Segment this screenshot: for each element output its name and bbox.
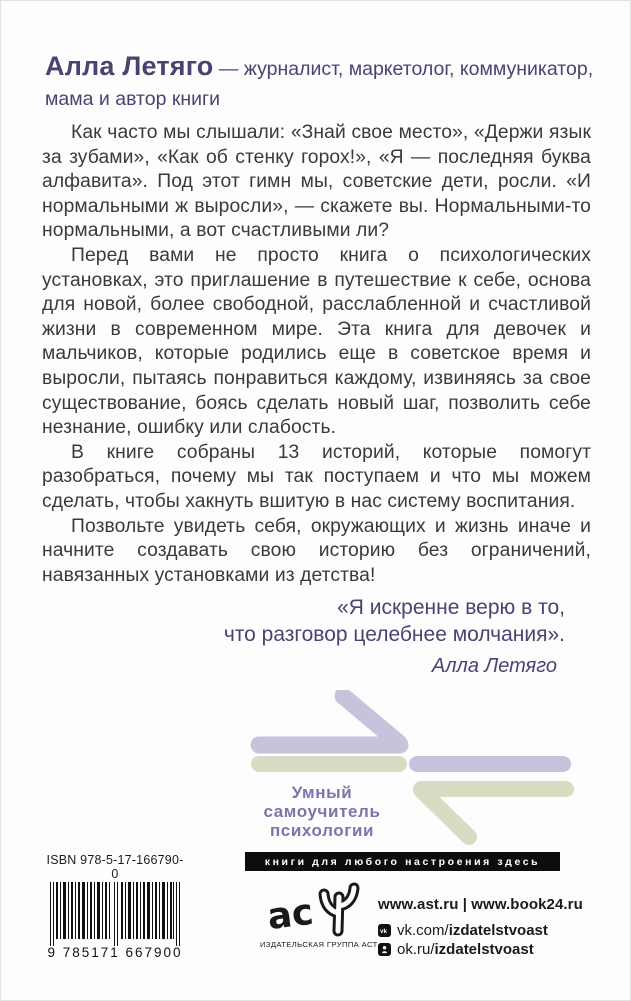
ok-link-handle: izdatelstvoast (434, 941, 534, 958)
ok-link-prefix: ok.ru/ (397, 941, 435, 958)
quote-line: что разговор целебнее молчания». (223, 623, 565, 646)
ok-link-line (378, 941, 583, 958)
barcode-digits: 9 785171 667900 (47, 945, 183, 960)
slogan-banner (245, 852, 560, 871)
ast-logo-icon (266, 879, 370, 937)
author-description: — журналист, маркетолог, коммуникатор, мама и автор книги (45, 58, 594, 110)
ok-icon (378, 943, 391, 956)
series-title-line: Умный (291, 783, 353, 802)
quote-line: «Я искренне верю в то, (337, 596, 565, 619)
annotation-paragraph: Перед вами не просто книга о психологических установках, это приглашение в путешествие к себе, основа для новой, более свободной, расслабленной и счастливой жизни в современном мире. Эта книга для девочек и мальчиков, которые родились еще в советское время и выросли, пытаясь понравиться каждому, извиняясь за свое существование, боясь сделать новый шаг, позволить себе незнание, ошибку или слабость. (42, 244, 591, 439)
annotation-paragraph: Как часто мы слышали: «Знай свое место», «Держи язык за зубами», «Как об стенку горох!», «Я — последняя буква алфавита». Под этот гимн мы, советские дети, росли. «И нормальными ж выросли», — скажете вы. Нормальными-то нормальными, а вот счастливыми ли? (42, 122, 591, 242)
author-name: Алла Летяго (45, 51, 214, 81)
vk-link-prefix: vk.com/ (397, 922, 449, 939)
annotation-paragraph: В книге собраны 13 историй, которые помогут разобраться, почему мы так поступаем и что мы можем сделать, чтобы хакнуть вшитую в нас систему воспитания. (42, 441, 591, 512)
ast-logo-script: ас (266, 891, 316, 937)
isbn-label: ISBN 978-5-17-166790-0 (46, 853, 184, 881)
vk-icon (378, 924, 391, 937)
author-quote (135, 594, 565, 680)
series-title (238, 783, 406, 840)
quote-attribution: Алла Летяго (431, 655, 557, 677)
series-title-line: психологии (269, 821, 375, 840)
series-title-line: самоучитель (263, 802, 381, 821)
publisher-logo-block (260, 879, 376, 949)
annotation-text (42, 121, 591, 588)
svg-text:vk: vk (380, 928, 388, 935)
publisher-caption: ИЗДАТЕЛЬСКАЯ ГРУППА АСТ (260, 940, 378, 949)
author-header (45, 48, 595, 113)
barcode (49, 882, 182, 948)
annotation-paragraph: Позвольте увидеть себя, окружающих и жизнь иначе и начните создавать свою историю без ограничений, навязанных установками из детства! (42, 515, 591, 586)
vk-link-line (378, 922, 583, 939)
isbn-block (45, 853, 185, 960)
publisher-websites: www.ast.ru | www.book24.ru (378, 896, 583, 913)
vk-link-handle: izdatelstvoast (448, 922, 548, 939)
publisher-links (378, 896, 583, 958)
slogan-text: книги для любого настроения здесь (264, 855, 541, 868)
